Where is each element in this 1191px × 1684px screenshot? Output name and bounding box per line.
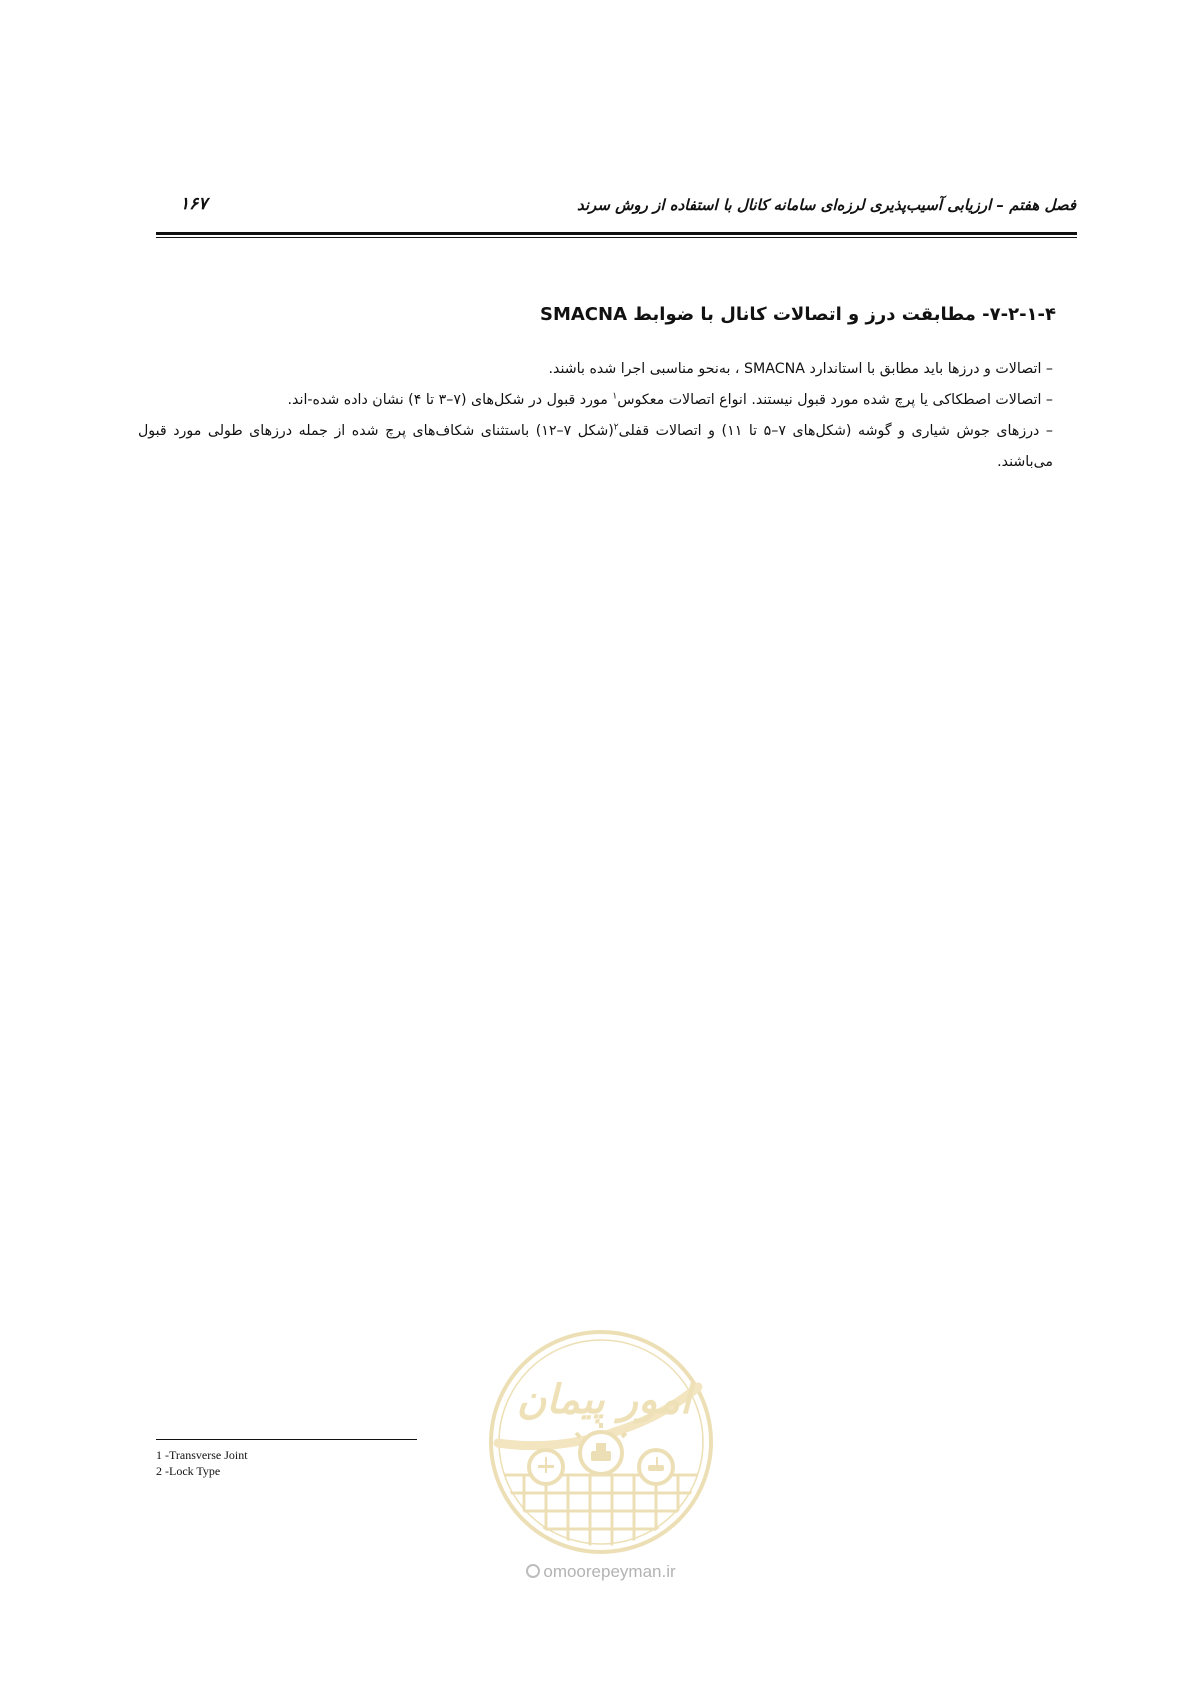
paragraph-text: – اتصالات اصطکاکی یا پرچ شده مورد قبول نیستند. انواع اتصالات معکوس [617,392,1053,408]
page-number: ۱۶۷ [180,194,208,214]
footnote-ref-1: ۱ [612,391,618,402]
body-text [138,354,1053,478]
watermark-logo [484,1325,718,1559]
paragraph-3 [138,416,1053,478]
footnotes [156,1447,248,1479]
footnote-2: 2 -Lock Type [156,1464,221,1478]
running-title: فصل هفتم – ارزیابی آسیب‌پذیری لرزه‌ای سامانه کانال با استفاده از روش سرند [577,196,1076,214]
footnote-1: 1 -Transverse Joint [156,1448,248,1462]
paragraph-1 [138,354,1053,385]
paragraph-text: – درزهای جوش شیاری و گوشه (شکل‌های ۷–۵ تا ۱۱) و اتصالات قفلی [618,423,1053,439]
globe-icon [526,1564,540,1578]
footnote-rule [156,1439,417,1440]
watermark-caption [486,1562,716,1582]
paragraph-text: – اتصالات و درزها باید مطابق با استاندارد SMACNA ، به‌نحو مناسبی اجرا شده باشند. [548,361,1053,377]
paragraph-2 [138,385,1053,416]
paragraph-text: مورد قبول در شکل‌های (۷–۳ تا ۴) نشان داده شده-اند. [287,392,613,408]
page-header [156,196,1076,226]
paragraph-text: (شکل ۷–۱۲) باستثنای شکاف‌های پرچ شده از جمله درزهای طولی مورد قبول می‌باشند. [138,423,1053,470]
watermark-logo-text: امور پیمان [516,1377,692,1423]
watermark-url: omoorepeyman.ir [543,1562,676,1581]
header-rule [156,232,1077,235]
header-rule-thin [156,237,1077,238]
section-heading: ۷-۲-۱-۴- مطابقت درز و اتصالات کانال با ضوابط SMACNA [539,304,1056,325]
footnote-ref-2: ۲ [613,422,619,433]
